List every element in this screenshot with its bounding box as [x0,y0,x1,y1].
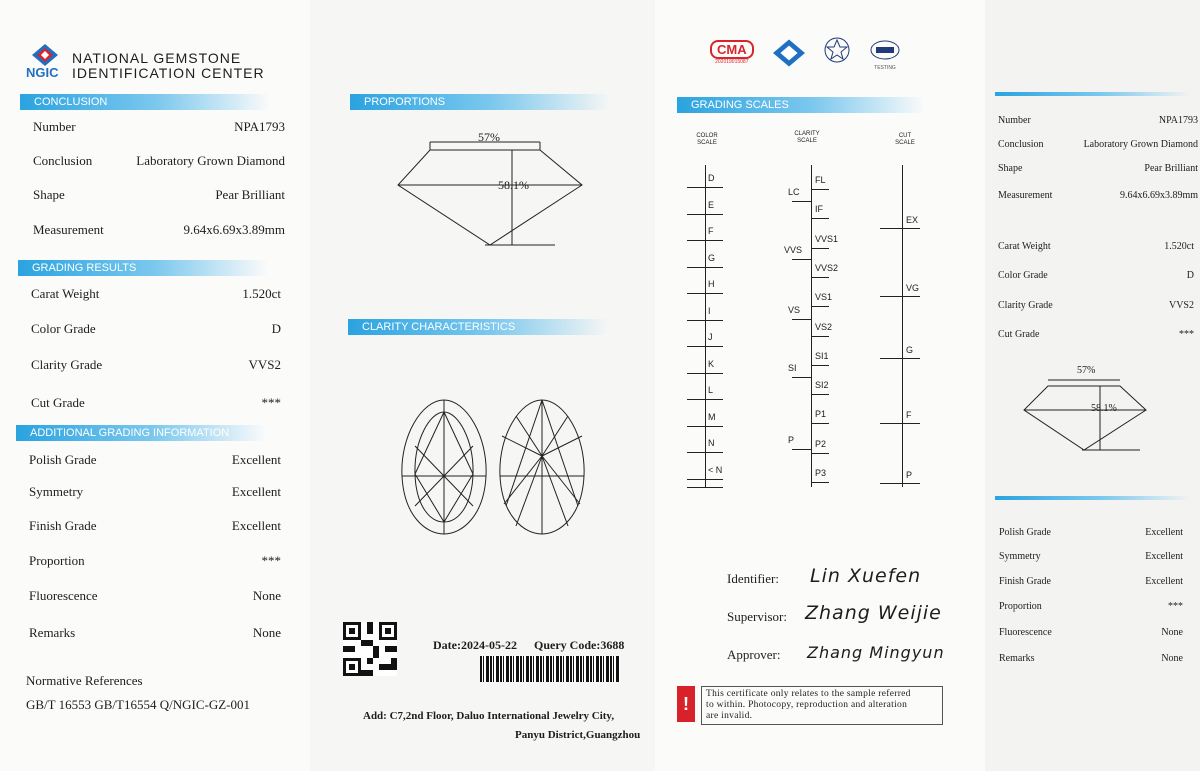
row-label: Fluorescence [999,627,1052,638]
info-row [998,163,1198,181]
certificate-date: Date:2024-05-22 [433,638,517,652]
row-label: Cut Grade [998,329,1040,340]
stub-proportions-diagram [1020,372,1150,452]
identifier-label: Identifier: [727,571,779,586]
info-row [998,139,1198,157]
row-value: Excellent [1145,527,1183,538]
address-line1: Add: C7,2nd Floor, Daluo International Jewelry City, [363,710,615,722]
row-label: Shape [33,187,65,202]
clarity-scale-tick [811,189,829,190]
clarity-grade-label: P1 [815,409,827,420]
row-label: Polish Grade [999,527,1051,538]
notice-line2: to within. Photocopy, reproduction and alteration [706,700,908,710]
color-grade-label: I [708,305,711,316]
row-value: D [1186,270,1194,281]
stub-top-bar [995,92,1190,96]
clarity-grade-label: P2 [815,438,827,449]
cut-scale-tick [880,228,920,229]
row-label: Fluorescence [29,588,98,603]
color-grade-label: F [708,226,714,236]
color-grade-label: E [708,199,715,210]
color-scale-title [689,133,725,147]
row-label: Polish Grade [29,452,97,467]
row-value: Pear Brilliant [215,187,285,202]
color-scale-tick [687,240,723,241]
clarity-group-tick [792,377,811,378]
clarity-grade-label: SI1 [815,350,829,361]
clarity-scale [780,165,850,490]
row-value: Excellent [231,452,281,467]
color-scale-tick [687,293,723,294]
info-row [31,321,281,339]
row-label: Measurement [998,190,1053,201]
row-value: VVS2 [248,357,281,372]
row-label: Color Grade [31,321,96,336]
ngic-short: NGIC [26,65,59,80]
cut-scale-tick [880,423,920,424]
color-scale-tick [687,452,723,453]
info-row [999,653,1183,671]
info-row [999,551,1183,569]
clarity-scale-tick [811,365,829,366]
clarity-scale-title1: CLARITY [794,131,820,137]
clarity-scale-tick [811,277,829,278]
color-grade-label: L [708,385,714,395]
stub-depth-percent: 58.1% [1091,403,1117,414]
clarity-scale-tick [811,336,829,337]
row-value: None [252,588,281,603]
notice-line3: are invalid. [706,711,753,721]
color-scale-title1: COLOR [696,133,718,139]
clarity-grade-label: FL [815,175,826,185]
zjgj-mark [870,40,900,71]
qr-code[interactable] [343,622,397,676]
conclusion-header: CONCLUSION [20,94,270,110]
diamond-logo-icon [32,44,58,66]
cut-grade-label: P [906,470,913,480]
row-value: None [1161,653,1183,664]
row-value: 9.64x6.69x3.89mm [183,222,285,237]
org-name-line1: NATIONAL GEMSTONE [72,50,242,66]
depth-percent: 58.1% [498,178,529,192]
cut-scale-axis [902,165,903,487]
grading-results-header: GRADING RESULTS [18,260,268,276]
row-value: *** [1168,601,1183,612]
info-row [31,357,281,375]
row-value: VVS2 [1168,300,1194,311]
row-value: 1.520ct [242,286,281,301]
row-value: *** [1179,329,1194,340]
normative-references-title: Normative References [26,673,143,688]
row-label: Shape [998,163,1023,174]
clarity-group-tick [792,259,811,260]
cut-scale-title1: CUT [898,133,912,139]
clarity-group-tick [792,201,811,202]
row-label: Remarks [999,653,1035,664]
table-percent: 57% [478,130,500,144]
info-row [33,119,285,137]
row-label: Clarity Grade [998,300,1053,311]
info-row [33,222,285,240]
info-row [999,576,1183,594]
clarity-grade-label: IF [815,204,823,215]
row-value: None [1161,627,1183,638]
clarity-group-tick [792,319,811,320]
row-label: Conclusion [33,153,93,168]
notice-line1: This certificate only relates to the sample referred [706,689,911,699]
row-value: *** [261,553,281,568]
info-row [29,484,281,502]
clarity-scale-tick [811,482,829,483]
clarity-scale-tick [811,423,829,424]
info-row [998,300,1194,318]
info-row [29,518,281,536]
cut-scale-tick [880,296,920,297]
cut-scale-tick [880,483,920,484]
identifier-signature: Lin Xuefen [810,565,922,587]
supervisor-label: Supervisor: [727,609,787,624]
row-label: Remarks [29,625,76,640]
row-value: 9.64x6.69x3.89mm [1119,190,1198,201]
cut-grade-label: F [906,410,912,420]
row-label: Carat Weight [31,286,100,301]
approver-label: Approver: [727,647,781,662]
row-value: 1.520ct [1164,241,1194,252]
info-row [998,190,1198,208]
row-label: Symmetry [999,551,1041,562]
row-value: Pear Brilliant [1144,163,1198,174]
info-row [33,187,285,205]
cut-scale [890,165,930,490]
info-row [999,601,1183,619]
warning-icon: ! [677,686,695,722]
row-value: Excellent [1145,551,1183,562]
row-label: Clarity Grade [31,357,103,372]
row-value: D [271,321,281,336]
color-grade-label: < N [708,464,723,475]
row-label: Number [998,115,1031,126]
clarity-scale-tick [811,218,829,219]
cut-scale-tick [880,358,920,359]
clarity-scale-title2: SCALE [797,138,817,144]
clarity-group-tick [792,449,811,450]
info-row [998,270,1194,288]
stub-divider-bar [995,496,1190,500]
clarity-grade-label: SI2 [815,380,829,391]
clarity-group-label: VVS [784,245,803,255]
info-row [999,627,1183,645]
cma-code: 202019015087 [715,59,749,65]
color-scale-tick [687,267,723,268]
row-label: Symmetry [29,484,84,499]
row-label: Carat Weight [998,241,1051,252]
row-value: NPA1793 [234,119,285,134]
row-value: Laboratory Grown Diamond [1083,139,1198,150]
org-name-line2: IDENTIFICATION CENTER [72,65,265,81]
color-grade-label: M [708,411,716,422]
diagram-panel [310,0,655,771]
color-scale-tick [687,426,723,427]
info-row [29,553,281,571]
color-grade-label: J [708,332,713,342]
testing-label: TESTING [874,65,896,71]
color-scale-tick [687,373,723,374]
row-value: Excellent [231,518,281,533]
info-row [33,153,285,171]
info-row [29,588,281,606]
ngic-seal-icon [773,38,805,68]
clarity-scale-title [787,131,827,145]
row-value: Excellent [1145,576,1183,587]
color-grade-label: G [708,252,716,263]
clarity-grade-label: VS1 [815,292,833,303]
color-grade-label: N [708,438,715,448]
color-grade-label: K [708,358,715,369]
cma-mark [710,40,754,65]
color-scale-title2: SCALE [697,140,717,146]
color-scale-tick [687,214,723,215]
supervisor-signature: Zhang Weijie [805,602,942,624]
row-label: Conclusion [998,139,1044,150]
info-row [998,329,1194,347]
zjgj-logo-icon [870,40,900,60]
clarity-scale-tick [811,394,829,395]
row-label: Cut Grade [31,395,85,410]
info-row [31,395,281,413]
cut-scale-title [887,133,923,147]
clarity-group-label: VS [788,305,801,315]
info-row [31,286,281,304]
clarity-group-label: SI [788,363,797,373]
cut-scale-title2: SCALE [895,140,915,146]
cut-grade-label: G [906,345,914,355]
clarity-characteristics-header: CLARITY CHARACTERISTICS [348,319,608,335]
color-scale [687,165,727,490]
row-value: None [252,625,281,640]
clarity-scale-axis [811,165,812,487]
color-scale-tick [687,346,723,347]
clarity-scale-tick [811,248,829,249]
clarity-group-label: LC [788,187,800,197]
cma-logo-icon: CMA [710,40,754,59]
clarity-group-label: P [788,435,795,445]
row-label: Finish Grade [999,576,1051,587]
row-value: Excellent [231,484,281,499]
clarity-grade-label: VS2 [815,321,833,332]
info-row [29,452,281,470]
cut-grade-label: VG [906,283,920,293]
query-code: Query Code:3688 [534,638,625,652]
color-scale-tick [687,187,723,188]
clarity-grade-label: P3 [815,468,827,478]
color-scale-tick [687,479,723,480]
clarity-plot-diagram [396,396,592,536]
clarity-scale-tick [811,453,829,454]
color-scale-tick [687,320,723,321]
row-label: Measurement [33,222,104,237]
color-grade-label: H [708,279,715,289]
cut-grade-label: EX [906,215,919,225]
row-label: Proportion [29,553,85,568]
grading-scales-header: GRADING SCALES [677,97,925,113]
stub-table-percent: 57% [1077,365,1096,376]
info-row [998,241,1194,259]
approver-signature: Zhang Mingyun [807,643,945,662]
grading-scales-panel [655,0,985,771]
row-label: Finish Grade [29,518,97,533]
info-row [998,115,1198,133]
row-value: NPA1793 [1158,115,1198,126]
row-label: Color Grade [998,270,1048,281]
normative-references: GB/T 16553 GB/T16554 Q/NGIC-GZ-001 [26,697,251,712]
stub-panel [985,0,1200,771]
address-line2: Panyu District,Guangzhou [515,729,641,741]
row-value: Laboratory Grown Diamond [136,153,285,168]
row-label: Proportion [999,601,1042,612]
color-scale-tick [687,399,723,400]
proportions-diagram [390,130,590,250]
clarity-scale-tick [811,306,829,307]
main-report-panel [0,0,310,771]
ilac-star-icon [823,36,851,66]
row-value: *** [261,395,281,410]
clarity-grade-label: VVS2 [815,262,839,273]
barcode [480,656,620,682]
color-grade-label: D [708,173,715,183]
color-scale-tick [687,487,723,488]
info-row [29,625,281,643]
additional-grading-header: ADDITIONAL GRADING INFORMATION [16,425,266,441]
clarity-grade-label: VVS1 [815,233,839,244]
row-label: Number [33,119,76,134]
notice-box [701,686,943,725]
proportions-header: PROPORTIONS [350,94,610,110]
info-row [999,527,1183,545]
